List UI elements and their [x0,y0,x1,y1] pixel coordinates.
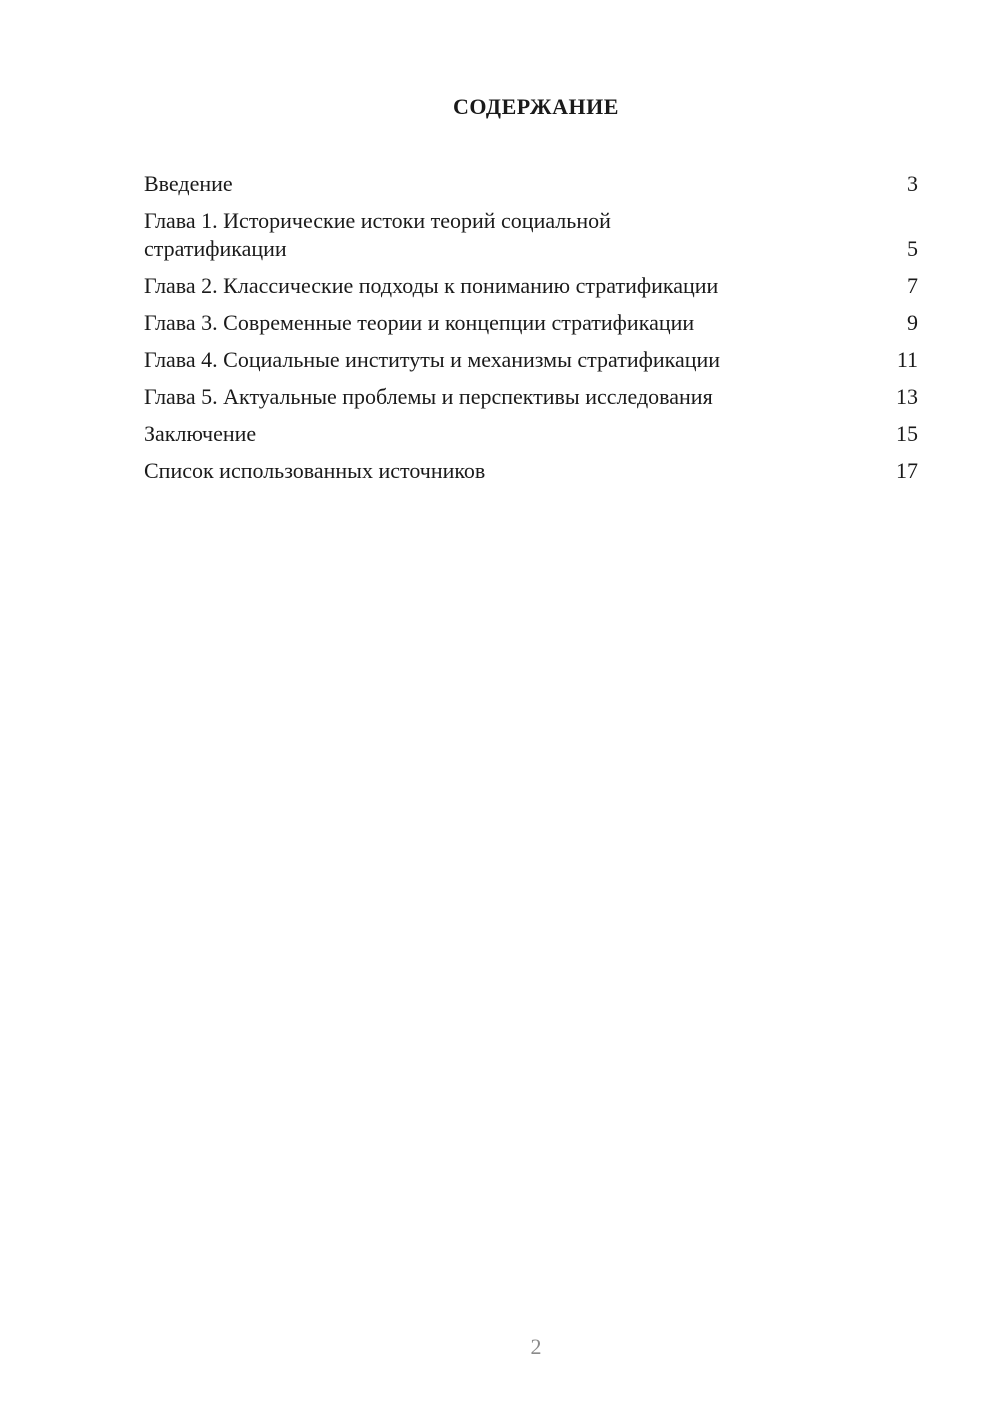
table-of-contents [144,170,918,494]
toc-entry-text: Глава 3. Современные теории и концепции стратификации [144,310,695,335]
toc-title: СОДЕРЖАНИЕ [453,94,619,119]
toc-entry-chapter-4[interactable] [144,346,918,374]
toc-entry-page: 7 [907,273,918,298]
toc-entry-page: 3 [907,171,918,196]
toc-entry-page: 15 [896,421,918,446]
toc-entry-text: Глава 1. Исторические истоки теорий социальной стратификации [144,208,611,261]
toc-entry-text: Глава 4. Социальные институты и механизмы стратификации [144,347,721,372]
toc-entry-page: 9 [907,310,918,335]
toc-entry-chapter-5[interactable] [144,383,918,411]
toc-entry-page: 11 [896,347,918,372]
toc-entry-introduction[interactable] [144,170,918,198]
toc-entry-chapter-2[interactable] [144,272,918,300]
toc-entry-chapter-3[interactable] [144,309,918,337]
toc-entry-text: Глава 5. Актуальные проблемы и перспективы исследования [144,384,713,409]
toc-entry-text: Глава 2. Классические подходы к пониманию стратификации [144,273,719,298]
page-number: 2 [530,1334,542,1359]
toc-entry-page: 13 [896,384,918,409]
toc-entry-page: 5 [907,236,918,261]
toc-entry-page: 17 [896,458,918,483]
toc-entry-text: Заключение [144,421,257,446]
toc-entry-text: Введение [144,171,233,196]
toc-entry-text: Список использованных источников [144,458,486,483]
toc-entry-conclusion[interactable] [144,420,918,448]
toc-entry-references[interactable] [144,457,918,485]
toc-entry-chapter-1[interactable] [144,207,918,263]
